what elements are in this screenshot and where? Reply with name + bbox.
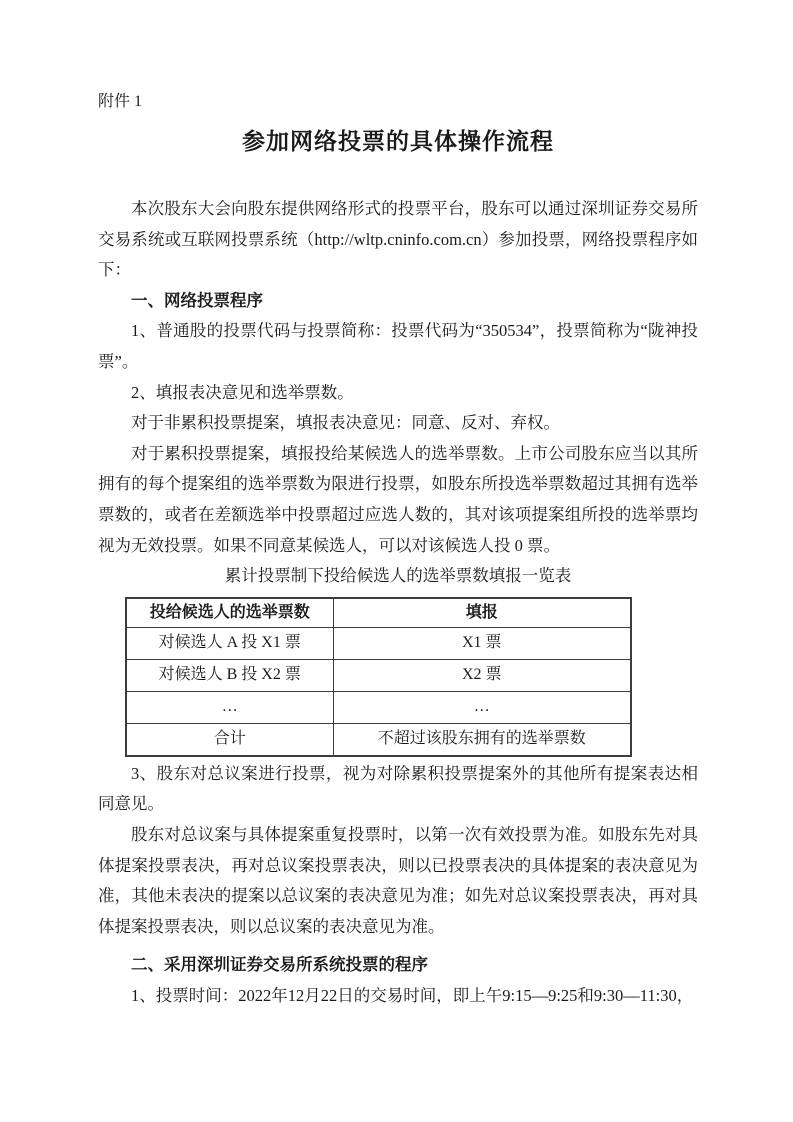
vote-table bbox=[125, 597, 632, 757]
attachment-label: 附件 1 bbox=[98, 93, 143, 110]
cell-candidate-a: 对候选人 A 投 X1 票 bbox=[126, 627, 333, 659]
paragraph-general-proposal: 3、股东对总议案进行投票，视为对除累积投票提案外的其他所有提案表达相同意见。 bbox=[98, 763, 698, 814]
table-row bbox=[126, 723, 631, 756]
cell-candidate-a-fill: X1 票 bbox=[333, 627, 631, 659]
page-title: 参加网络投票的具体操作流程 bbox=[242, 128, 554, 154]
section-2-heading: 二、采用深圳证券交易所系统投票的程序 bbox=[131, 956, 428, 975]
paragraph-vote-code: 1、普通股的投票代码与投票简称：投票代码为“350534”，投票简称为“陇神投票”。 bbox=[98, 321, 698, 371]
table-row bbox=[126, 627, 631, 659]
paragraph-non-cumulative: 对于非累积投票提案，填报表决意见：同意、反对、弃权。 bbox=[131, 413, 560, 433]
paragraph-cumulative: 对于累积投票提案，填报投给某候选人的选举票数。上市公司股东应当以其所拥有的每个提案组的选举票数为限进行投票，如股东所投选举票数超过其拥有选举票数的，或者在差额选举中投票超过应选人数的，其对该项提案组所投的选举票均视为无效投票。如果不同意某候选人，可以对该候选人投 0 票。 bbox=[98, 443, 698, 555]
cell-candidate-b-fill: X2 票 bbox=[333, 659, 631, 691]
cell-candidate-b: 对候选人 B 投 X2 票 bbox=[126, 659, 333, 691]
intro-paragraph: 本次股东大会向股东提供网络形式的投票平台，股东可以通过深圳证券交易所交易系统或互联网投票系统（http://wltp.cninfo.com.cn）参加投票，网络投票程序如下： bbox=[98, 199, 698, 280]
document-content bbox=[98, 90, 698, 1011]
paragraph-duplicate-vote: 股东对总议案与具体提案重复投票时，以第一次有效投票为准。如股东先对具体提案投票表决，再对总议案投票表决，则以已投票表决的具体提案的表决意见为准，其他未表决的提案以总议案的表决意见为准；如先对总议案投票表决，再对具体提案投票表决，则以总议案的表决意见为准。 bbox=[98, 824, 698, 936]
column-header-votes-for-candidate: 投给候选人的选举票数 bbox=[126, 598, 333, 628]
cell-ellipsis: … bbox=[126, 691, 333, 723]
table-row bbox=[126, 691, 631, 723]
column-header-fill-report: 填报 bbox=[333, 598, 631, 628]
section-1-heading: 一、网络投票程序 bbox=[131, 291, 263, 310]
cell-total-fill: 不超过该股东拥有的选举票数 bbox=[333, 723, 631, 756]
table-header-row bbox=[126, 598, 631, 628]
paragraph-vote-time: 1、投票时间：2022年12月22日的交易时间，即上午9:15—9:25和9:30—11:30， bbox=[131, 985, 694, 1005]
cell-ellipsis-fill: … bbox=[333, 691, 631, 723]
cell-total: 合计 bbox=[126, 723, 333, 756]
paragraph-fill-in: 2、填报表决意见和选举票数。 bbox=[131, 382, 354, 402]
table-caption: 累计投票制下投给候选人的选举票数填报一览表 bbox=[224, 566, 572, 586]
table-row bbox=[126, 659, 631, 691]
